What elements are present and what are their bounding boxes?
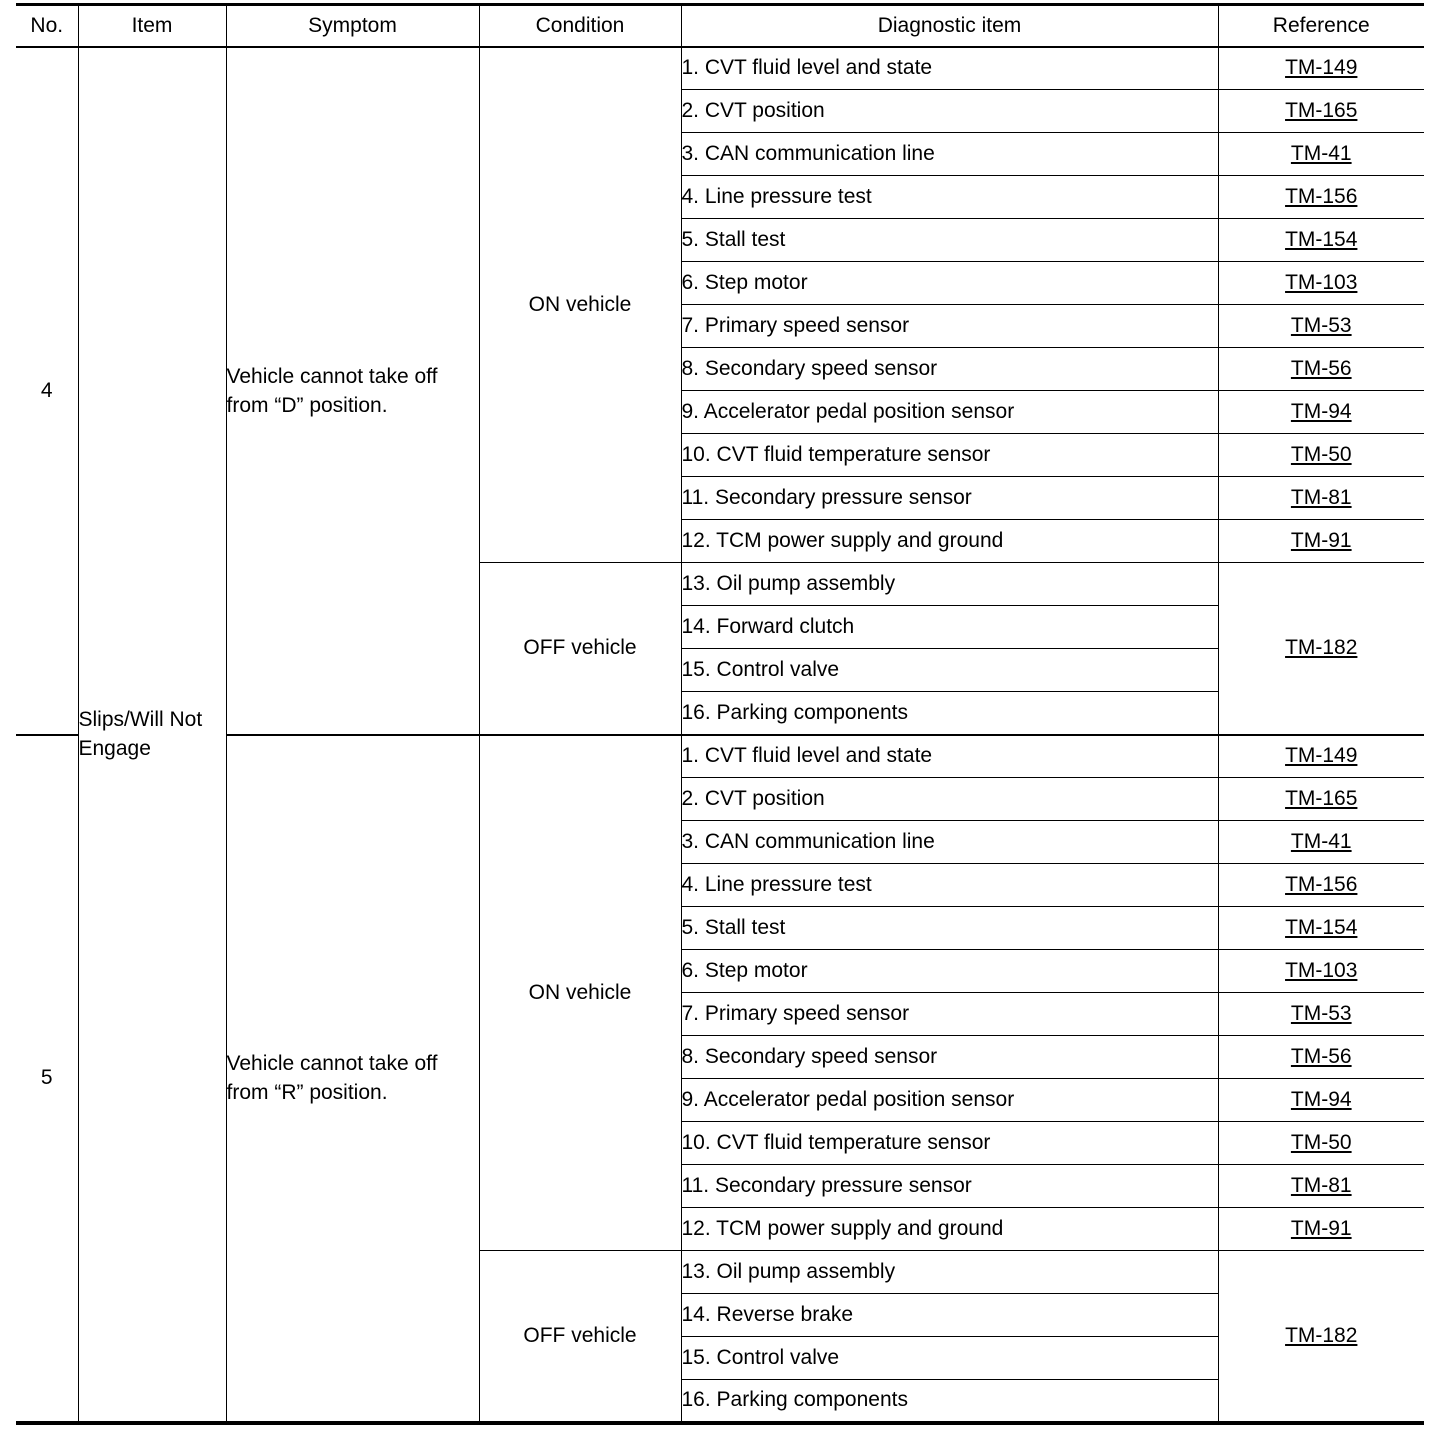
reference-link[interactable]: TM-41 xyxy=(1290,830,1352,853)
reference-cell xyxy=(1218,1208,1424,1251)
reference-link[interactable]: TM-156 xyxy=(1285,185,1358,208)
header-diagnostic-item: Diagnostic item xyxy=(681,5,1218,47)
reference-link[interactable]: TM-156 xyxy=(1285,873,1358,896)
reference-cell xyxy=(1218,90,1424,133)
reference-cell xyxy=(1218,133,1424,176)
header-item: Item xyxy=(78,5,226,47)
diagnostic-item: 2. CVT position xyxy=(681,778,1218,821)
reference-link[interactable]: TM-182 xyxy=(1285,636,1358,660)
diagnostic-item: 10. CVT fluid temperature sensor xyxy=(681,1122,1218,1165)
diagnostic-item: 6. Step motor xyxy=(681,950,1218,993)
reference-link[interactable]: TM-182 xyxy=(1285,1323,1358,1347)
reference-link[interactable]: TM-56 xyxy=(1290,357,1352,380)
diagnostic-item: 7. Primary speed sensor xyxy=(681,305,1218,348)
diagnostic-item: 4. Line pressure test xyxy=(681,176,1218,219)
reference-cell xyxy=(1218,176,1424,219)
reference-link[interactable]: TM-149 xyxy=(1285,744,1358,768)
reference-link[interactable]: TM-103 xyxy=(1285,959,1358,982)
reference-link[interactable]: TM-91 xyxy=(1290,1217,1352,1240)
symptom-cell: Vehicle cannot take off from “R” position. xyxy=(226,735,479,1423)
diagnostic-item: 4. Line pressure test xyxy=(681,864,1218,907)
diagnostic-item: 14. Reverse brake xyxy=(681,1294,1218,1337)
reference-link[interactable]: TM-165 xyxy=(1285,787,1358,810)
reference-cell xyxy=(1218,907,1424,950)
reference-link[interactable]: TM-81 xyxy=(1290,1174,1352,1197)
diagnostic-item: 15. Control valve xyxy=(681,649,1218,692)
condition-off-vehicle: OFF vehicle xyxy=(479,1251,681,1423)
reference-cell xyxy=(1218,735,1424,778)
reference-link[interactable]: TM-56 xyxy=(1290,1045,1352,1068)
reference-link[interactable]: TM-50 xyxy=(1290,1131,1352,1154)
diagnostic-item: 5. Stall test xyxy=(681,907,1218,950)
reference-cell xyxy=(1218,305,1424,348)
reference-cell xyxy=(1218,391,1424,434)
diagnostic-item: 12. TCM power supply and ground xyxy=(681,520,1218,563)
diagnostic-item: 12. TCM power supply and ground xyxy=(681,1208,1218,1251)
reference-link[interactable]: TM-94 xyxy=(1290,400,1352,423)
diagnostic-item: 3. CAN communication line xyxy=(681,133,1218,176)
reference-link[interactable]: TM-154 xyxy=(1285,228,1358,251)
reference-link[interactable]: TM-50 xyxy=(1290,443,1352,466)
reference-cell xyxy=(1218,477,1424,520)
reference-cell xyxy=(1218,47,1424,90)
header-condition: Condition xyxy=(479,5,681,47)
reference-cell xyxy=(1218,821,1424,864)
diagnostic-item: 16. Parking components xyxy=(681,1380,1218,1423)
reference-link[interactable]: TM-94 xyxy=(1290,1088,1352,1111)
reference-cell xyxy=(1218,1122,1424,1165)
reference-cell xyxy=(1218,563,1424,735)
reference-cell xyxy=(1218,520,1424,563)
diagnostic-item: 8. Secondary speed sensor xyxy=(681,348,1218,391)
reference-link[interactable]: TM-53 xyxy=(1290,314,1352,337)
diagnostic-item: 11. Secondary pressure sensor xyxy=(681,1165,1218,1208)
diagnostic-item: 10. CVT fluid temperature sensor xyxy=(681,434,1218,477)
diagnostic-item: 9. Accelerator pedal position sensor xyxy=(681,391,1218,434)
row-number: 4 xyxy=(16,47,78,735)
header-symptom: Symptom xyxy=(226,5,479,47)
reference-cell xyxy=(1218,1165,1424,1208)
diagnostic-item: 3. CAN communication line xyxy=(681,821,1218,864)
table-row xyxy=(16,735,1424,778)
diagnostic-item: 6. Step motor xyxy=(681,262,1218,305)
reference-cell xyxy=(1218,1251,1424,1423)
condition-on-vehicle: ON vehicle xyxy=(479,47,681,563)
reference-cell xyxy=(1218,950,1424,993)
diagnostic-item: 8. Secondary speed sensor xyxy=(681,1036,1218,1079)
row-number: 5 xyxy=(16,735,78,1423)
reference-cell xyxy=(1218,778,1424,821)
reference-link[interactable]: TM-91 xyxy=(1290,529,1352,552)
diagnostic-item: 13. Oil pump assembly xyxy=(681,563,1218,606)
diagnostic-item: 2. CVT position xyxy=(681,90,1218,133)
reference-cell xyxy=(1218,262,1424,305)
diagnostic-item: 11. Secondary pressure sensor xyxy=(681,477,1218,520)
reference-cell xyxy=(1218,864,1424,907)
reference-link[interactable]: TM-154 xyxy=(1285,916,1358,939)
reference-cell xyxy=(1218,993,1424,1036)
diagnostic-item: 5. Stall test xyxy=(681,219,1218,262)
reference-link[interactable]: TM-81 xyxy=(1290,486,1352,509)
diagnostic-item: 15. Control valve xyxy=(681,1337,1218,1380)
reference-link[interactable]: TM-149 xyxy=(1285,56,1358,80)
reference-link[interactable]: TM-165 xyxy=(1285,99,1358,122)
reference-cell xyxy=(1218,219,1424,262)
diagnostic-item: 14. Forward clutch xyxy=(681,606,1218,649)
diagnostic-item: 1. CVT fluid level and state xyxy=(681,735,1218,778)
diagnostic-item: 7. Primary speed sensor xyxy=(681,993,1218,1036)
reference-cell xyxy=(1218,434,1424,477)
symptom-cell: Vehicle cannot take off from “D” position. xyxy=(226,47,479,735)
diagnostic-item: 1. CVT fluid level and state xyxy=(681,47,1218,90)
reference-link[interactable]: TM-103 xyxy=(1285,271,1358,294)
header-no: No. xyxy=(16,5,78,47)
diagnosis-table xyxy=(16,3,1424,1425)
reference-link[interactable]: TM-41 xyxy=(1290,142,1352,165)
diagnostic-item: 9. Accelerator pedal position sensor xyxy=(681,1079,1218,1122)
header-reference: Reference xyxy=(1218,5,1424,47)
reference-cell xyxy=(1218,348,1424,391)
reference-cell xyxy=(1218,1079,1424,1122)
item-cell: Slips/Will Not Engage xyxy=(78,47,226,1423)
table-row xyxy=(16,47,1424,90)
diagnostic-item: 16. Parking components xyxy=(681,692,1218,735)
diagnostic-item: 13. Oil pump assembly xyxy=(681,1251,1218,1294)
reference-link[interactable]: TM-53 xyxy=(1290,1002,1352,1025)
condition-off-vehicle: OFF vehicle xyxy=(479,563,681,735)
header-row xyxy=(16,5,1424,47)
reference-cell xyxy=(1218,1036,1424,1079)
condition-on-vehicle: ON vehicle xyxy=(479,735,681,1251)
